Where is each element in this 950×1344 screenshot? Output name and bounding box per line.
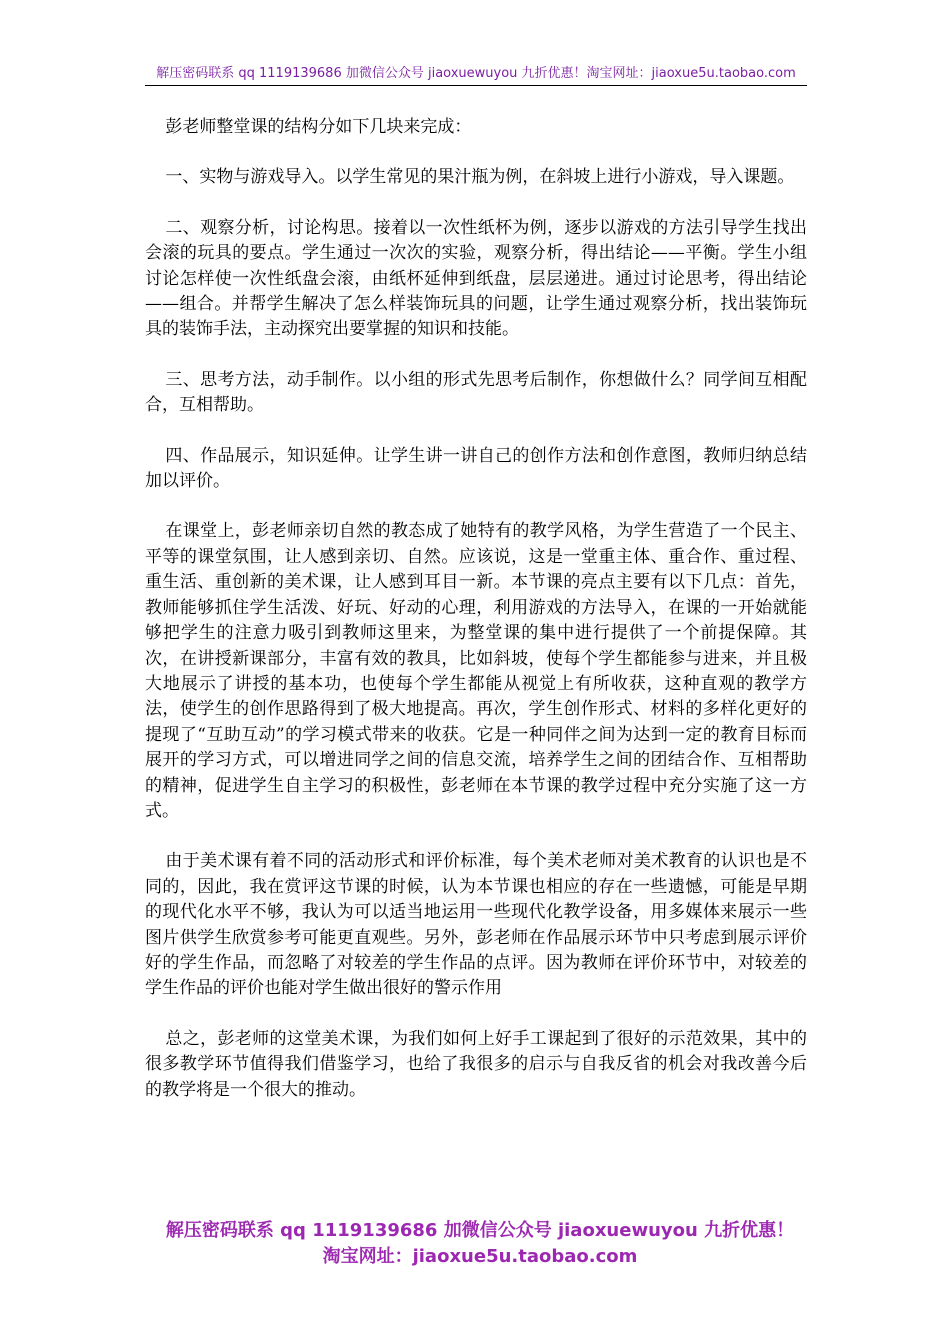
paragraph-conclusion: 总之，彭老师的这堂美术课，为我们如何上好手工课起到了很好的示范效果，其中的很多教学环节值得我们借鉴学习，也给了我很多的启示与自我反省的机会对我改善今后的教学将是一个很大的推动。 <box>145 1028 807 1100</box>
footer-line-contact: 解压密码联系 qq 1119139686 加微信公众号 jiaoxuewuyou 九折优惠！ <box>165 1220 795 1241</box>
document-body <box>145 115 807 1128</box>
paragraph-section-1: 一、实物与游戏导入。以学生常见的果汁瓶为例，在斜坡上进行小游戏，导入课题。 <box>165 167 795 188</box>
paragraph-section-4: 四、作品展示，知识延伸。让学生讲一讲自己的创作方法和创作意图，教师归纳总结加以评价。 <box>145 445 807 492</box>
paragraph-section-3: 三、思考方法，动手制作。以小组的形式先思考后制作，你想做什么？同学间互相配合，互相帮助。 <box>145 369 807 416</box>
paragraph-section-2: 二、观察分析，讨论构思。接着以一次性纸杯为例，逐步以游戏的方法引导学生找出会滚的玩具的要点。学生通过一次次的实验，观察分析，得出结论——平衡。学生小组讨论怎样使一次性纸盘会滚，由纸杯延伸到纸盘，层层递进。通过讨论思考，得出结论——组合。并帮学生解决了怎么样装饰玩具的问题，让学生通过观察分析，找出装饰玩具的装饰手法，主动探究出要掌握的知识和技能。 <box>145 217 807 340</box>
footer-line-shop: 淘宝网址：jiaoxue5u.taobao.com <box>322 1246 638 1267</box>
page-footer <box>120 1218 840 1270</box>
paragraph-highlights: 在课堂上，彭老师亲切自然的教态成了她特有的教学风格，为学生营造了一个民主、平等的课堂氛围，让人感到亲切、自然。应该说，这是一堂重主体、重合作、重过程、重生活、重创新的美术课，让人感到耳目一新。本节课的亮点主要有以下几点：首先，教师能够抓住学生活泼、好玩、好动的心理，利用游戏的方法导入，在课的一开始就能够把学生的注意力吸引到教师这里来，为整堂课的集中进行提供了一个前提保障。其次，在讲授新课部分，丰富有效的教具，比如斜坡，使每个学生都能参与进来，并且极大地展示了讲授的基本功，也使每个学生都能从视觉上有所收获，这种直观的教学方法，使学生的创作思路得到了极大地提高。再次，学生创作形式、材料的多样化更好的提现了“互助互动”的学习模式带来的收获。它是一种同伴之间为达到一定的教育目标而展开的学习方式，可以增进同学之间的信息交流，培养学生之间的团结合作、互相帮助的精神，促进学生自主学习的积极性，彭老师在本节课的教学过程中充分实施了这一方式。 <box>145 521 807 821</box>
paragraph-intro: 彭老师整堂课的结构分如下几块来完成： <box>165 117 472 137</box>
paragraph-shortcomings: 由于美术课有着不同的活动形式和评价标准，每个美术老师对美术教育的认识也是不同的，因此，我在赏评这节课的时候，认为本节课也相应的存在一些遗憾，可能是早期的现代化水平不够，我认为可以适当地运用一些现代化教学设备，用多媒体来展示一些图片供学生欣赏参考可能更直观些。另外，彭老师在作品展示环节中只考虑到展示评价好的学生作品，而忽略了对较差的学生作品的点评。因为教师在评价环节中，对较差的学生作品的评价也能对学生做出很好的警示作用 <box>145 851 807 999</box>
header-divider <box>145 85 807 86</box>
page-header: 解压密码联系 qq 1119139686 加微信公众号 jiaoxuewuyou 九折优惠！淘宝网址：jiaoxue5u.taobao.com <box>156 66 796 81</box>
